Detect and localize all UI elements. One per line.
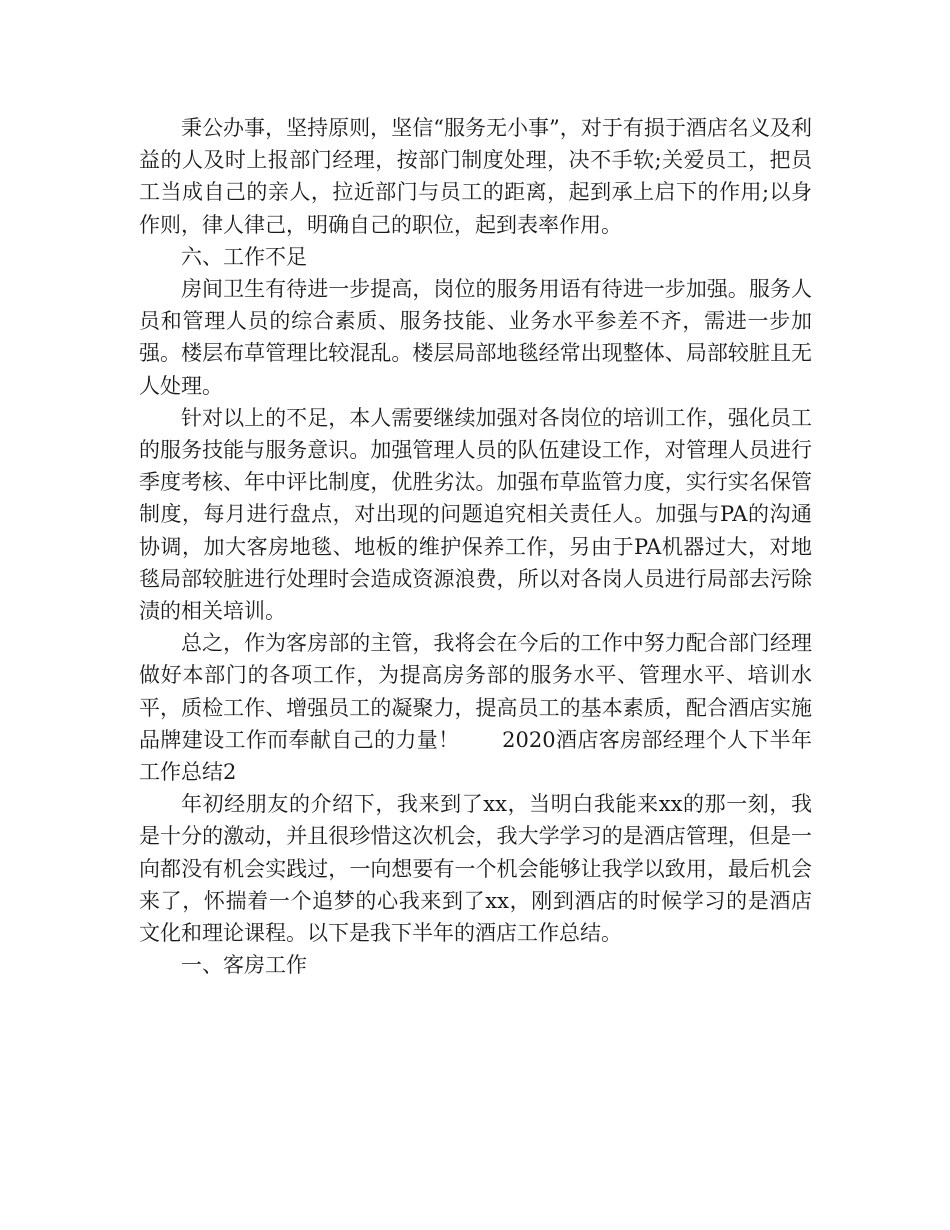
section-heading-room-work: 一、客房工作 xyxy=(181,953,307,978)
paragraph-shortcomings: 房间卫生有待进一步提高，岗位的服务用语有待进一步加强。服务人员和管理人员的综合素质、服务技能、业务水平参差不齐，需进一步加强。楼层布草管理比较混乱。楼层局部地毯经常出现整体、局部较脏且无人处理。 xyxy=(139,277,812,398)
paragraph-conclusion: 总之，作为客房部的主管，我将会在今后的工作中努力配合部门经理做好本部门的各项工作，为提高房务部的服务水平、管理水平、培训水平，质检工作、增强员工的凝聚力，提高员工的基本素质，配合酒店实施品牌建设工作而奉献自己的力量！ 2020酒店客房部经理个人下半年工作总结2 xyxy=(139,631,812,785)
document-body xyxy=(139,112,812,981)
paragraph-conduct: 秉公办事，坚持原则，坚信“服务无小事”，对于有损于酒店名义及利益的人及时上报部门经理，按部门制度处理，决不手软;关爱员工，把员工当成自己的亲人，拉近部门与员工的距离，起到承上启下的作用;以身作则，律人律己，明确自己的职位，起到表率作用。 xyxy=(139,116,812,237)
paragraph-improvements: 针对以上的不足，本人需要继续加强对各岗位的培训工作，强化员工的服务技能与服务意识。加强管理人员的队伍建设工作，对管理人员进行季度考核、年中评比制度，优胜劣汰。加强布草监管力度，实行实名保管制度，每月进行盘点，对出现的问题追究相关责任人。加强与PA的沟通协调，加大客房地毯、地板的维护保养工作，另由于PA机器过大，对地毯局部较脏进行处理时会造成资源浪费，所以对各岗人员进行局部去污除渍的相关培训。 xyxy=(139,405,812,624)
paragraph-introduction: 年初经朋友的介绍下，我来到了xx，当明白我能来xx的那一刻，我是十分的激动，并且很珍惜这次机会，我大学学习的是酒店管理，但是一向都没有机会实践过，一向想要有一个机会能够让我学以致用，最后机会来了，怀揣着一个追梦的心我来到了xx，刚到酒店的时候学习的是酒店文化和理论课程。以下是我下半年的酒店工作总结。 xyxy=(139,792,812,946)
section-heading-shortcomings: 六、工作不足 xyxy=(181,244,307,269)
